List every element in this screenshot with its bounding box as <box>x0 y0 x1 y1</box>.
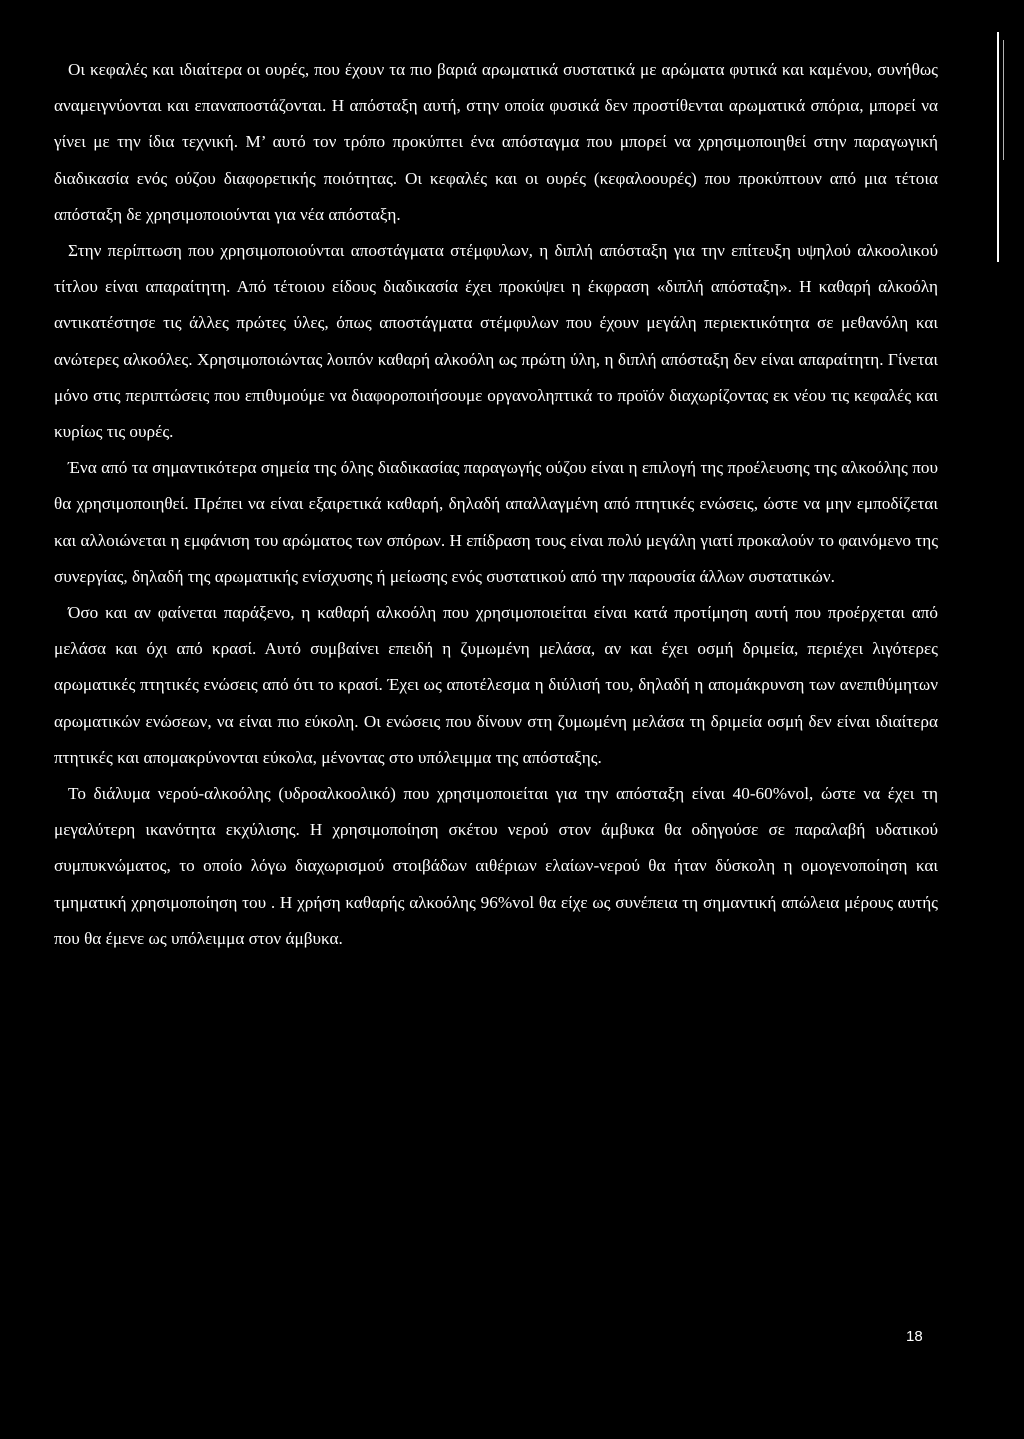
paragraph-2: Στην περίπτωση που χρησιμοποιούνται αποστάγματα στέμφυλων, η διπλή απόσταξη για την επίτευξη υψηλού αλκοολικού τίτλου είναι απαραίτητη. Από τέτοιου είδους διαδικασία έχει προκύψει η έκφραση «διπλή απόσταξη». Η καθαρή αλκοόλη αντικατέστησε τις άλλες πρώτες ύλες, όπως αποστάγματα στέμφυλων που έχουν μεγάλη περιεκτικότητα σε μεθανόλη και ανώτερες αλκοόλες. Χρησιμοποιώντας λοιπόν καθαρή αλκοόλη ως πρώτη ύλη, η διπλή απόσταξη δεν είναι απαραίτητη. Γίνεται μόνο στις περιπτώσεις που επιθυμούμε να διαφοροποιήσουμε οργανοληπτικά το προϊόν διαχωρίζοντας εκ νέου τις κεφαλές και κυρίως τις ουρές. <box>54 241 938 442</box>
paragraph-1: Οι κεφαλές και ιδιαίτερα οι ουρές, που έχουν τα πιο βαριά αρωματικά συστατικά με αρώματα φυτικά και καμένου, συνήθως αναμειγνύονται και επαναποστάζονται. Η απόσταξη αυτή, στην οποία φυσικά δεν προστίθενται αρωματικά σπόρια, μπορεί να γίνει με την ίδια τεχνική. Μ’ αυτό τον τρόπο προκύπτει ένα απόσταγμα που μπορεί να χρησιμοποιηθεί στην παραγωγική διαδικασία ενός ούζου διαφορετικής ποιότητας. Οι κεφαλές και οι ουρές (κεφαλοουρές) που προκύπτουν από μια τέτοια απόσταξη δε χρησιμοποιούνται για νέα απόσταξη. <box>54 60 938 224</box>
paragraph-4: Όσο και αν φαίνεται παράξενο, η καθαρή αλκοόλη που χρησιμοποιείται είναι κατά προτίμηση αυτή που προέρχεται από μελάσα και όχι από κρασί. Αυτό συμβαίνει επειδή η ζυμωμένη μελάσα, αν και έχει οσμή δριμεία, περιέχει λιγότερες αρωματικές πτητικές ενώσεις από ότι το κρασί. Έχει ως αποτέλεσμα η διύλισή του, δηλαδή η απομάκρυνση των ανεπιθύμητων αρωματικών ενώσεων, να είναι πιο εύκολη. Οι ενώσεις που δίνουν στη ζυμωμένη μελάσα τη δριμεία οσμή δεν είναι ιδιαίτερα πτητικές και απομακρύνονται εύκολα, μένοντας στο υπόλειμμα της απόσταξης. <box>54 603 938 767</box>
paragraph-5: Το διάλυμα νερού-αλκοόλης (υδροαλκοολικό) που χρησιμοποιείται για την απόσταξη είναι 40-60%vol, ώστε να έχει τη μεγαλύτερη ικανότητα εκχύλισης. Η χρησιμοποίηση σκέτου νερού στον άμβυκα θα οδηγούσε σε παραλαβή υδατικού συμπυκνώματος, το οποίο λόγω διαχωρισμού στοιβάδων αιθέριων ελαίων-νερού θα ήταν δύσκολη η ομογενοποίηση και τμηματική χρησιμοποίηση του . Η χρήση καθαρής αλκοόλης 96%vol θα είχε ως συνέπεια τη σημαντική απώλεια μέρους αυτής που θα έμενε ως υπόλειμμα στον άμβυκα. <box>54 784 938 948</box>
scan-edge-line <box>997 32 999 262</box>
page-number: 18 <box>906 1328 923 1345</box>
document-body <box>54 52 938 957</box>
scan-edge-line-secondary <box>1003 40 1004 160</box>
paragraph-3: Ένα από τα σημαντικότερα σημεία της όλης διαδικασίας παραγωγής ούζου είναι η επιλογή της προέλευσης της αλκοόλης που θα χρησιμοποιηθεί. Πρέπει να είναι εξαιρετικά καθαρή, δηλαδή απαλλαγμένη από πτητικές ενώσεις, ώστε να μην εμποδίζεται και αλλοιώνεται η εμφάνιση του αρώματος των σπόρων. Η επίδραση τους είναι πολύ μεγάλη γιατί προκαλούν το φαινόμενο της συνεργίας, δηλαδή της αρωματικής ενίσχυσης ή μείωσης ενός συστατικού από την παρουσία άλλων συστατικών. <box>54 458 938 586</box>
